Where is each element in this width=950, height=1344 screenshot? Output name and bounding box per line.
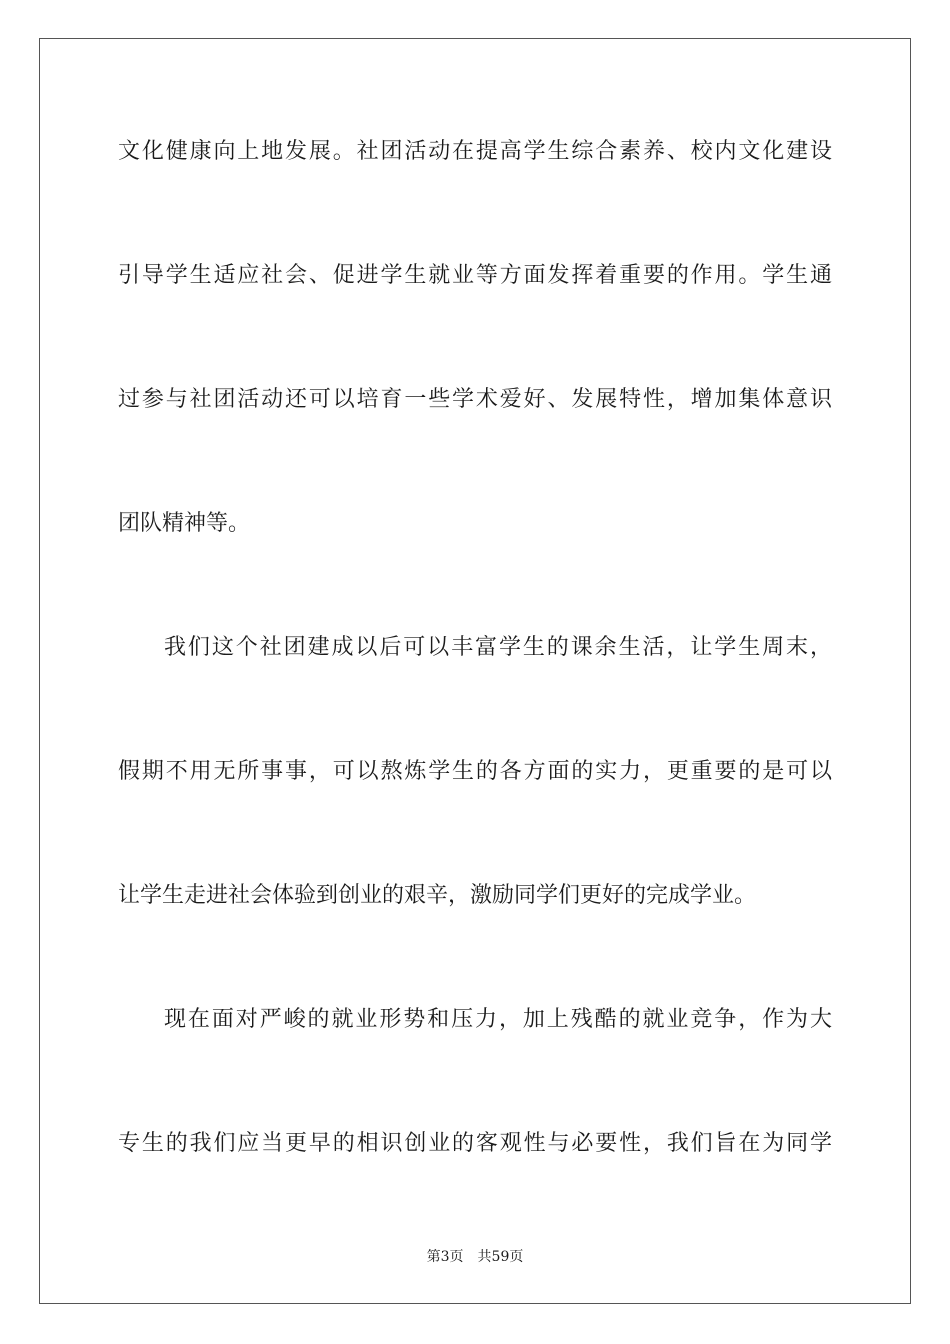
text-line-6: 假期不用无所事事，可以熬炼学生的各方面的实力，更重要的是可以 [118,759,832,784]
text-line-5: 我们这个社团建成以后可以丰富学生的课余生活，让学生周末， [164,635,832,660]
text-line-8: 现在面对严峻的就业形势和压力，加上残酷的就业竞争，作为大 [164,1007,832,1032]
page-total: 共59页 [477,1249,524,1265]
page-border [39,38,911,1304]
text-line-9: 专生的我们应当更早的相识创业的客观性与必要性，我们旨在为同学 [118,1131,832,1156]
page-number: 第3页 [426,1249,464,1265]
text-line-2: 引导学生适应社会、促进学生就业等方面发挥着重要的作用。学生通 [118,263,832,288]
page-footer [0,1248,950,1266]
text-line-7: 让学生走进社会体验到创业的艰辛，激励同学们更好的完成学业。 [118,883,757,908]
text-line-4: 团队精神等。 [118,511,251,536]
text-line-3: 过参与社团活动还可以培育一些学术爱好、发展特性，增加集体意识 [118,387,832,412]
text-line-1: 文化健康向上地发展。社团活动在提高学生综合素养、校内文化建设 [118,139,832,164]
